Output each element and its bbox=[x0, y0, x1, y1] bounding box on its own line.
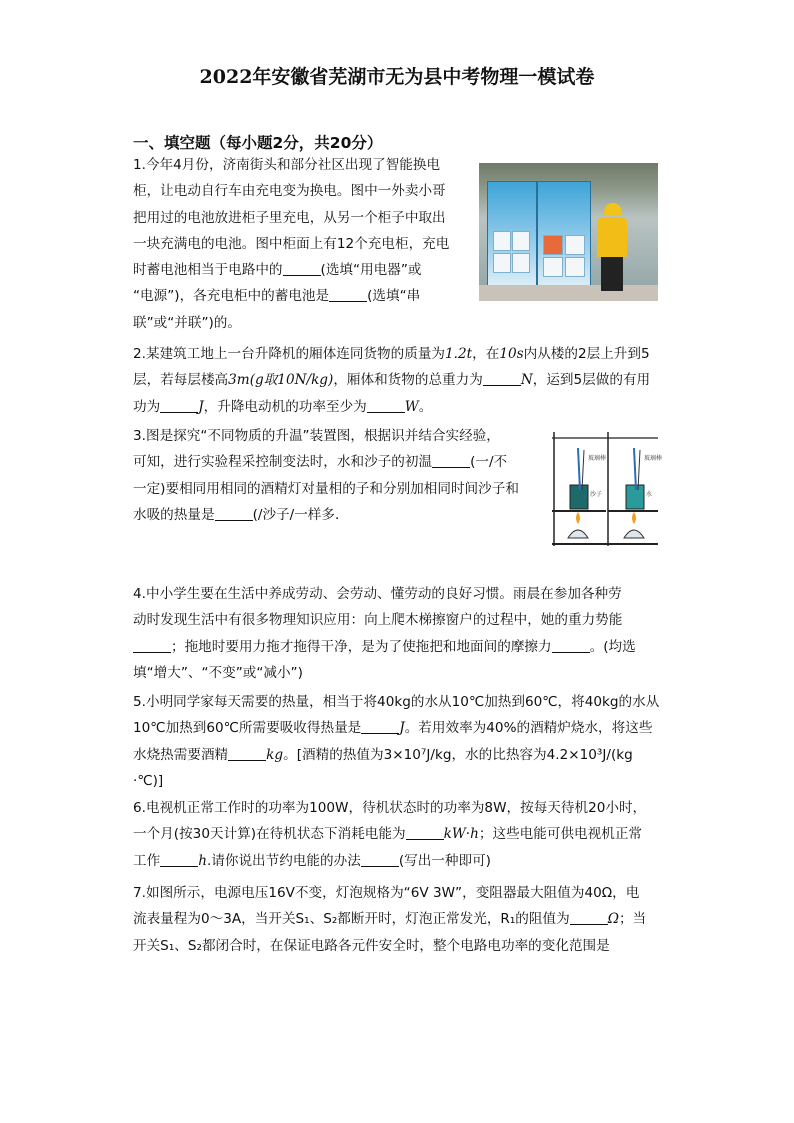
q1-line-2: 柜，让电动自行车由充电变为换电。图中一外卖小哥 bbox=[133, 183, 446, 200]
heating-apparatus-figure bbox=[550, 430, 663, 548]
delivery-worker bbox=[595, 203, 629, 291]
q4-line-3: ；拖地时要用力拖才拖得干净，是为了使拖把和地面间的摩擦力 。(均选 bbox=[133, 634, 636, 660]
section-heading: 一、填空题（每小题2分，共20分） bbox=[133, 134, 383, 152]
q1-line-3: 把用过的电池放进柜子里充电，从另一个柜子中取出 bbox=[133, 209, 446, 226]
answer-blank[interactable] bbox=[552, 638, 590, 653]
q5-line-2: 10℃加热到60℃所需要吸收得热量是 J。若用效率为40%的酒精炉烧水，将这些 bbox=[133, 720, 653, 737]
q3-line-4: 水吸的热量是 (/沙子/一样多． bbox=[133, 506, 349, 523]
answer-blank[interactable] bbox=[361, 852, 399, 867]
q1-line-7: 联”或“并联”)的。 bbox=[133, 314, 241, 331]
q7-line-3: 开关S₁、S₂都闭合时，在保证电路各元件安全时，整个电路电功率的变化范围是 bbox=[133, 937, 610, 954]
q7-line-1: 7.如图所示，电源电压16V不变，灯泡规格为“6V 3W”，变阻器最大阻值为40Ω，电 bbox=[133, 885, 640, 901]
q2-line-3: 功为 J，升降电动机的功率至少为 W。 bbox=[133, 398, 433, 415]
q6-line-1: 6.电视机正常工作时的功率为100W，待机状态时的功率为8W，按每天待机20小时， bbox=[133, 800, 647, 816]
answer-blank[interactable] bbox=[283, 261, 321, 276]
answer-blank[interactable] bbox=[160, 852, 198, 867]
label-sand: 沙子 bbox=[590, 491, 603, 498]
question-2 bbox=[133, 341, 650, 420]
question-4 bbox=[133, 581, 636, 686]
answer-blank[interactable] bbox=[215, 506, 253, 521]
answer-blank[interactable] bbox=[361, 719, 399, 734]
q6-line-3: 工作 h.请你说出节约电能的办法 (写出一种即可) bbox=[133, 852, 491, 869]
q4-line-2: 动时发现生活中有很多物理知识应用：向上爬木梯擦窗户的过程中，她的重力势能 bbox=[133, 612, 623, 629]
answer-blank[interactable] bbox=[570, 910, 608, 925]
answer-blank[interactable] bbox=[406, 825, 444, 840]
answer-blank[interactable] bbox=[133, 638, 171, 653]
answer-blank[interactable] bbox=[329, 287, 367, 302]
q2-line-1: 2.某建筑工地上一台升降机的厢体连同货物的质量为1.2t，在10s内从楼的2层上升到5 bbox=[133, 346, 650, 362]
q5-line-3: 水烧热需要酒精 kg。[酒精的热值为3×10⁷J/kg，水的比热容为4.2×10³J/(kg bbox=[133, 746, 633, 763]
question-7 bbox=[133, 880, 646, 959]
answer-blank[interactable] bbox=[228, 746, 266, 761]
label-thermometer-1: 玻璃棒 bbox=[588, 455, 607, 462]
page-title: 2022年安徽省芜湖市无为县中考物理一模试卷 bbox=[199, 66, 595, 88]
q7-line-2: 流表量程为0～3A，当开关S₁、S₂都断开时，灯泡正常发光，R₁的阻值为 Ω；当 bbox=[133, 911, 647, 928]
question-1 bbox=[133, 152, 449, 336]
label-thermometer-2: 玻璃棒 bbox=[644, 455, 663, 462]
label-water: 水 bbox=[646, 491, 653, 498]
q3-line-1: 3.图是探究“不同物质的升温”装置图，根据识并结合实经验， bbox=[133, 428, 500, 444]
answer-blank[interactable] bbox=[483, 371, 521, 386]
answer-blank[interactable] bbox=[367, 398, 405, 413]
q5-line-1: 5.小明同学家每天需要的热量，相当于将40kg的水从10℃加热到60℃，将40kg的水从 bbox=[133, 694, 660, 710]
q1-line-4: 一块充满电的电池。图中柜面上有12个充电柜，充电 bbox=[133, 235, 450, 252]
answer-blank[interactable] bbox=[432, 453, 470, 468]
q3-line-2: 可知，进行实验程采控制变法时，水和沙子的初温 (一/不 bbox=[133, 454, 508, 471]
q1-line-6: “电源”)，各充电柜中的蓄电池是 (选填“串 bbox=[133, 288, 421, 305]
q4-line-4: 填“增大”、“不变”或“减小”) bbox=[133, 664, 303, 681]
answer-blank[interactable] bbox=[160, 398, 198, 413]
battery-swap-cabinet-photo bbox=[479, 163, 658, 301]
q6-line-2: 一个月(按30天计算)在待机状态下消耗电能为 kW·h；这些电能可供电视机正常 bbox=[133, 826, 643, 843]
q2-line-2: 层，若每层楼高3m(g取10N/kg)，厢体和货物的总重力为 N，运到5层做的有用 bbox=[133, 372, 651, 389]
q1-line-1: 1.今年4月份，济南街头和部分社区出现了智能换电 bbox=[133, 157, 441, 173]
question-3 bbox=[133, 423, 519, 528]
question-6 bbox=[133, 795, 646, 874]
question-5 bbox=[133, 689, 659, 794]
q1-line-5: 时蓄电池相当于电路中的 (选填“用电器”或 bbox=[133, 262, 422, 279]
q3-line-3: 一定)要相同用相同的酒精灯对量相的子和分别加相同时间沙子和 bbox=[133, 480, 519, 497]
q5-line-4: ·℃)] bbox=[133, 772, 164, 789]
q4-line-1: 4.中小学生要在生活中养成劳动、会劳动、懂劳动的良好习惯。雨晨在参加各种劳 bbox=[133, 586, 622, 602]
